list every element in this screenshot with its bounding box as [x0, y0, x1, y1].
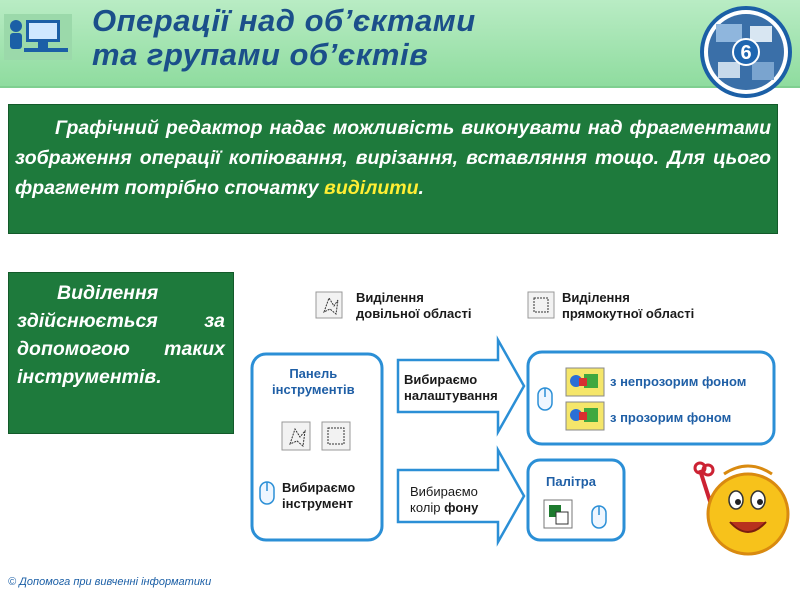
mouse-icon — [260, 482, 274, 504]
choose-tool-label-line2: інструмент — [282, 496, 353, 511]
choose-settings-label — [404, 372, 498, 404]
palette-mouse-icon — [592, 506, 606, 528]
tool-panel-title-line2: інструментів — [272, 382, 355, 397]
opaque-background-label: з непрозорим фоном — [610, 374, 747, 389]
tool-panel-title-line1: Панель — [289, 366, 338, 381]
palette-box — [528, 460, 624, 540]
mascot-smiley-icon — [695, 463, 788, 554]
settings-box — [528, 352, 774, 444]
color-swatch-icon — [544, 500, 572, 528]
page-title-line-2: та групами об’єктів — [92, 37, 429, 72]
intro-end: . — [418, 177, 424, 199]
free-select-label-line2: довільної області — [356, 306, 472, 321]
footer-credit: © Допомога при вивченні інформатики — [8, 576, 212, 588]
rect-select-label — [562, 290, 694, 322]
intro-text: Графічний редактор надає можливість виконувати над фрагментами зображення операції копіювання, вирізання, вставляння тощо. Для цього фрагмент потрібно спочатку — [15, 117, 771, 199]
page-title-line-1: Операції над об’єктами — [92, 3, 476, 38]
panel-free-select-icon — [282, 422, 310, 450]
choose-color-label — [410, 484, 478, 516]
choose-color-word-kolir: колір — [410, 500, 441, 515]
panel-rect-select-icon — [322, 422, 350, 450]
free-select-label-line1: Виділення — [356, 290, 424, 305]
intro-highlight: виділити — [324, 177, 419, 199]
grade-badge-number: 6 — [740, 42, 752, 64]
tool-panel-title — [272, 366, 355, 398]
choose-color-label-line1: Вибираємо — [410, 484, 478, 499]
choose-color-label-line2 — [410, 500, 478, 516]
choose-color-word-fon: фону — [444, 500, 479, 515]
rect-select-label-line2: прямокутної області — [562, 306, 695, 321]
transparent-background-label: з прозорим фоном — [610, 410, 732, 425]
transparent-background-icon — [566, 402, 604, 430]
free-select-label — [356, 290, 471, 322]
choose-tool-label-line1: Вибираємо — [282, 480, 356, 495]
free-select-tool-icon — [316, 292, 342, 318]
opaque-background-icon — [566, 368, 604, 396]
settings-mouse-icon — [538, 388, 552, 410]
palette-title: Палітра — [546, 474, 596, 489]
rect-select-tool-icon — [528, 292, 554, 318]
choose-settings-label-line1: Вибираємо — [404, 372, 478, 387]
rect-select-label-line1: Виділення — [562, 290, 630, 305]
side-note-text: Виділення здійснюється за допомогою таких інструментів. — [17, 282, 225, 388]
choose-tool-label — [282, 480, 355, 512]
choose-settings-label-line2: налаштування — [404, 388, 498, 403]
